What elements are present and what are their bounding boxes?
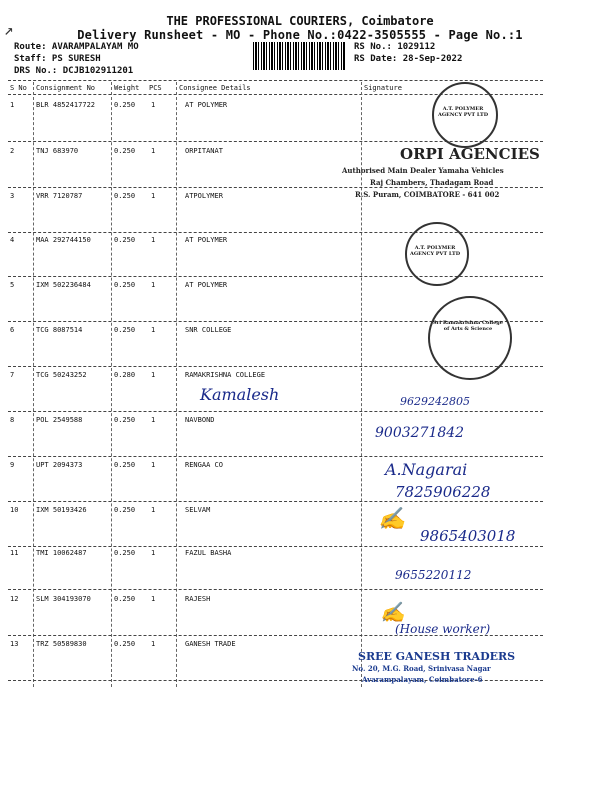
- column-divider: [33, 82, 34, 687]
- cell-consignment: TNJ 683970: [36, 147, 79, 155]
- header-top-rule: [8, 80, 543, 81]
- col-header-weight: Weight: [114, 84, 140, 92]
- at-polymer-stamp-2-text: A.T. POLYMER AGENCY PVT LTD: [409, 245, 461, 257]
- cell-weight: 0.250: [114, 101, 136, 109]
- handwritten-name-row7: Kamalesh: [200, 385, 280, 404]
- company-title: THE PROFESSIONAL COURIERS, Coimbatore: [166, 14, 434, 28]
- cell-weight: 0.250: [114, 326, 136, 334]
- cell-sno: 4: [10, 236, 15, 244]
- col-header-signature: Signature: [364, 84, 402, 92]
- cell-consignment: SLM 304193070: [36, 595, 91, 603]
- cell-consignee: FAZUL BASHA: [185, 549, 232, 557]
- col-header-pcs: PCS: [149, 84, 162, 92]
- orpi-stamp-line3: R.S. Puram, COIMBATORE - 641 002: [355, 190, 500, 199]
- rs-date: RS Date: 28-Sep-2022: [354, 54, 463, 64]
- row-separator: [8, 456, 543, 457]
- cell-consignment: VRR 7120787: [36, 192, 83, 200]
- cell-pcs: 1: [151, 147, 156, 155]
- cell-consignment: MAA 292744150: [36, 236, 91, 244]
- row-separator: [8, 411, 543, 412]
- cell-pcs: 1: [151, 416, 156, 424]
- cell-weight: 0.250: [114, 281, 136, 289]
- cell-consignee: RENGAA CO: [185, 461, 223, 469]
- cell-consignee: SELVAM: [185, 506, 211, 514]
- cell-weight: 0.250: [114, 461, 136, 469]
- tamil-signature-row12: ✍: [380, 600, 405, 624]
- cell-pcs: 1: [151, 549, 156, 557]
- ganesh-stamp-line2: Avarampalayam, Coimbatore-6: [362, 675, 483, 684]
- cell-weight: 0.250: [114, 549, 136, 557]
- orpi-agencies-stamp: ORPI AGENCIES: [400, 145, 540, 163]
- cell-sno: 11: [10, 549, 19, 557]
- col-header-sno: S No: [10, 84, 27, 92]
- cell-pcs: 1: [151, 371, 156, 379]
- ganesh-traders-stamp: SREE GANESH TRADERS: [358, 650, 516, 663]
- cell-consignment: BLR 4852417722: [36, 101, 96, 109]
- cell-weight: 0.250: [114, 595, 136, 603]
- cell-consignment: TRZ 50589830: [36, 640, 87, 648]
- cell-weight: 0.250: [114, 506, 136, 514]
- cell-weight: 0.250: [114, 236, 136, 244]
- cell-consignment: TMI 10062487: [36, 549, 87, 557]
- col-header-consignee: Consignee Details: [179, 84, 251, 92]
- pen-mark: ↗: [4, 20, 14, 39]
- cell-sno: 12: [10, 595, 19, 603]
- row-separator: [8, 501, 543, 502]
- cell-sno: 5: [10, 281, 15, 289]
- column-divider: [111, 82, 112, 687]
- cell-pcs: 1: [151, 281, 156, 289]
- cell-consignee: GANESH TRADE: [185, 640, 236, 648]
- cell-sno: 7: [10, 371, 15, 379]
- cell-sno: 2: [10, 147, 15, 155]
- college-stamp: [428, 296, 512, 380]
- cell-weight: 0.250: [114, 192, 136, 200]
- cell-sno: 10: [10, 506, 19, 514]
- cell-sno: 3: [10, 192, 15, 200]
- row-separator: [8, 187, 543, 188]
- row-separator: [8, 589, 543, 590]
- row-separator: [8, 276, 543, 277]
- cell-sno: 1: [10, 101, 15, 109]
- handwritten-sign-row8: 9003271842: [375, 425, 465, 441]
- tamil-signature-row10: ✍: [378, 507, 406, 532]
- cell-weight: 0.250: [114, 147, 136, 155]
- cell-pcs: 1: [151, 192, 156, 200]
- drs-number: DRS No.: DCJB102911201: [14, 66, 134, 76]
- at-polymer-stamp-text: A.T. POLYMER AGENCY PVT LTD: [437, 106, 489, 118]
- handwritten-phone-row10: 9865403018: [420, 527, 516, 545]
- runsheet-subtitle: Delivery Runsheet - MO - Phone No.:0422-3505555 - Page No.:1: [77, 28, 523, 42]
- cell-consignment: TCG 50243252: [36, 371, 87, 379]
- cell-pcs: 1: [151, 461, 156, 469]
- rs-number: RS No.: 1029112: [354, 42, 436, 52]
- cell-consignee: RAMAKRISHNA COLLEGE: [185, 371, 266, 379]
- cell-pcs: 1: [151, 326, 156, 334]
- cell-weight: 0.280: [114, 371, 136, 379]
- cell-consignee: RAJESH: [185, 595, 211, 603]
- cell-pcs: 1: [151, 506, 156, 514]
- handwritten-sign-row7: 9629242805: [400, 395, 470, 408]
- cell-consignee: AT POLYMER: [185, 236, 228, 244]
- route-label: Route: AVARAMPALAYAM MO: [14, 42, 139, 52]
- row-separator: [8, 546, 543, 547]
- cell-pcs: 1: [151, 640, 156, 648]
- cell-consignment: IXM 50193426: [36, 506, 87, 514]
- cell-consignee: ATPOLYMER: [185, 192, 223, 200]
- cell-weight: 0.250: [114, 640, 136, 648]
- cell-consignment: IXM 502236484: [36, 281, 91, 289]
- barcode: [253, 42, 345, 70]
- cell-sno: 8: [10, 416, 15, 424]
- orpi-stamp-line2: Raj Chambers, Thadagam Road: [370, 178, 494, 187]
- cell-consignee: ORPITANAT: [185, 147, 223, 155]
- cell-pcs: 1: [151, 236, 156, 244]
- handwritten-name-row9: A.Nagarai: [385, 460, 468, 479]
- handwritten-phone-row9: 7825906228: [395, 483, 491, 501]
- cell-sno: 13: [10, 640, 19, 648]
- orpi-stamp-line1: Authorised Main Dealer Yamaha Vehicles: [342, 166, 504, 175]
- cell-consignment: UPT 2094373: [36, 461, 83, 469]
- cell-consignment: TCG 8087514: [36, 326, 83, 334]
- column-divider: [176, 82, 177, 687]
- staff-label: Staff: PS SURESH: [14, 54, 101, 64]
- col-header-consignment: Consignment No: [36, 84, 96, 92]
- cell-consignee: AT POLYMER: [185, 281, 228, 289]
- cell-sno: 6: [10, 326, 15, 334]
- cell-consignee: AT POLYMER: [185, 101, 228, 109]
- cell-weight: 0.250: [114, 416, 136, 424]
- ganesh-stamp-line1: No. 20, M.G. Road, Srinivasa Nagar: [352, 664, 491, 673]
- college-stamp-text: Sri Ramakrishna College of Arts & Science: [433, 320, 503, 332]
- cell-consignment: POL 2549588: [36, 416, 83, 424]
- cell-sno: 9: [10, 461, 15, 469]
- cell-consignee: NAVBOND: [185, 416, 215, 424]
- cell-pcs: 1: [151, 101, 156, 109]
- handwritten-phone-row11: 9655220112: [395, 568, 472, 582]
- cell-consignee: SNR COLLEGE: [185, 326, 232, 334]
- row-separator: [8, 232, 543, 233]
- cell-pcs: 1: [151, 595, 156, 603]
- handwritten-note-row12: (House worker): [395, 622, 491, 636]
